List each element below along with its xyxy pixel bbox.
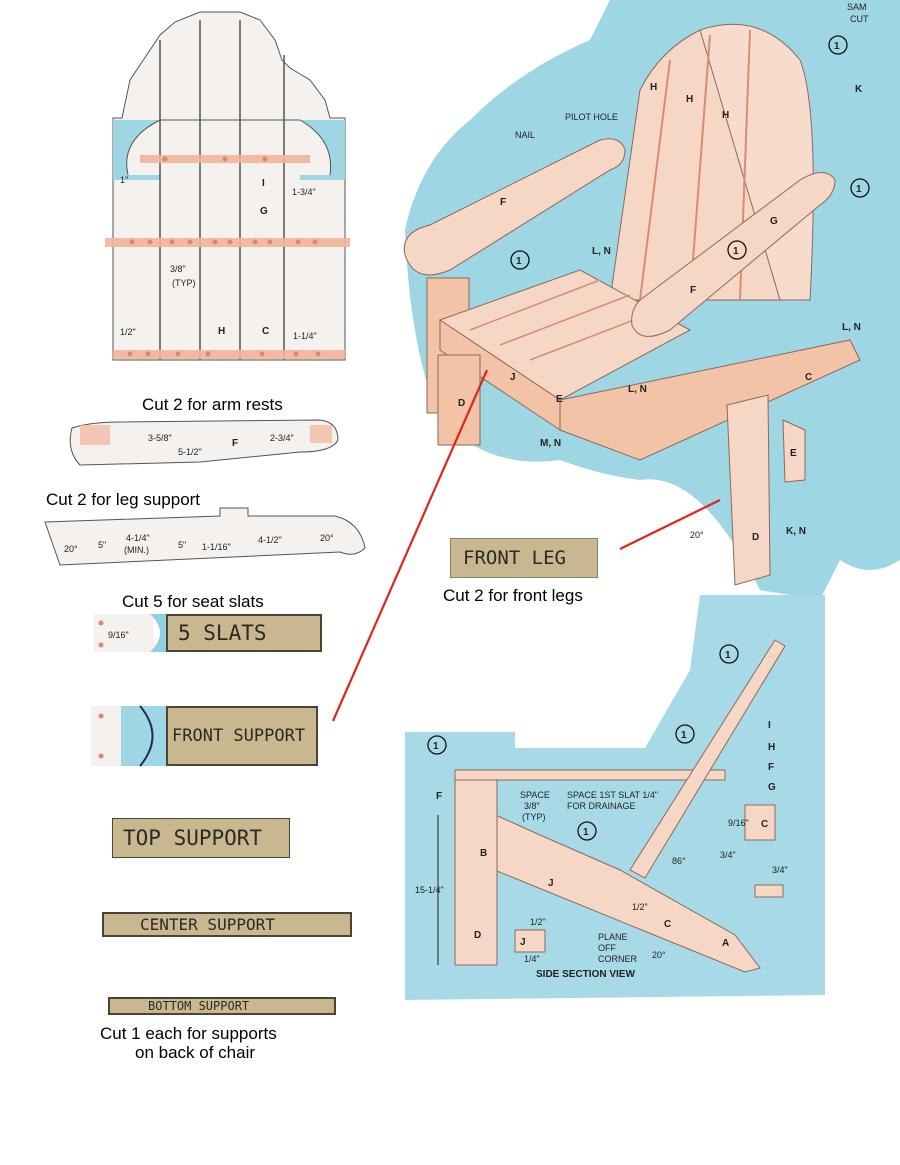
dim-side-3-4b: 3/4" [772, 865, 788, 875]
note-drainage: FOR DRAINAGE [567, 801, 636, 811]
caption-seat-slats: Cut 5 for seat slats [122, 592, 264, 611]
svg-text:1: 1 [733, 246, 739, 257]
caption-front-legs: Cut 2 for front legs [443, 586, 583, 605]
svg-text:1: 1 [725, 650, 731, 661]
iso-letter-j: J [510, 372, 516, 383]
tag-center-support: CENTER SUPPORT [102, 912, 352, 937]
dim-side-20deg: 20° [652, 950, 666, 960]
svg-text:1: 1 [856, 184, 862, 195]
side-letter-c1: C [664, 919, 672, 930]
side-letter-i: I [768, 720, 771, 731]
slat-pattern [94, 614, 166, 652]
note-3-8: 3/8" [524, 801, 540, 811]
iso-letter-ln1: L, N [592, 246, 611, 257]
dim-typ: (TYP) [172, 278, 196, 288]
chair-isometric-view [404, 0, 900, 720]
note-corner: CORNER [598, 954, 638, 964]
dim-side-1-4: 1/4" [524, 954, 540, 964]
note-sam: SAM [847, 2, 867, 12]
back-pattern [105, 12, 350, 360]
iso-letter-h3: H [722, 110, 730, 121]
dim-1-3-4: 1-3/4" [292, 187, 316, 197]
arm-rest-pattern [70, 420, 338, 465]
tag-top-support: TOP SUPPORT [112, 818, 290, 858]
side-letter-h: H [768, 742, 776, 753]
side-section-view [405, 595, 825, 1000]
caption-supports-line1: Cut 1 each for supports [100, 1024, 277, 1043]
tag-slats: 5 SLATS [166, 614, 322, 652]
svg-text:1: 1 [433, 741, 439, 752]
leg-support-pattern [45, 508, 365, 565]
iso-angle-20: 20° [690, 530, 704, 540]
caption-supports-line2: on back of chair [135, 1043, 256, 1062]
dim-3-5-8: 3-5/8" [148, 433, 172, 443]
note-nail: NAIL [515, 130, 536, 140]
dim-1-1-4: 1-1/4" [293, 331, 317, 341]
svg-text:1: 1 [834, 41, 840, 52]
dim-5in-b: 5" [178, 540, 187, 550]
side-section-title: SIDE SECTION VIEW [536, 969, 635, 980]
svg-text:1: 1 [516, 256, 522, 267]
part-letter-i: I [262, 178, 265, 189]
side-letter-a: A [722, 938, 730, 949]
svg-text:1: 1 [583, 827, 589, 838]
side-letter-j1: J [548, 878, 554, 889]
iso-letter-d1: D [458, 398, 466, 409]
dim-1-2: 1/2" [120, 327, 136, 337]
dim-min: (MIN.) [124, 545, 149, 555]
note-space: SPACE [520, 790, 550, 800]
tag-front-support: FRONT SUPPORT [166, 706, 318, 766]
iso-letter-mn: M, N [540, 438, 562, 449]
part-letter-c: C [262, 326, 270, 337]
dim-4-1-4: 4-1/4" [126, 533, 150, 543]
note-typ: (TYP) [522, 812, 546, 822]
iso-letter-k: K [855, 84, 863, 95]
dim-side-1-2a: 1/2" [530, 917, 546, 927]
iso-letter-ln3: L, N [842, 322, 861, 333]
side-letter-j2: J [520, 937, 526, 948]
dim-side-9-16: 9/16" [728, 818, 749, 828]
caption-leg-support: Cut 2 for leg support [46, 490, 201, 509]
dim-1in: 1" [120, 175, 129, 185]
part-letter-g: G [260, 206, 268, 217]
note-cut: CUT [850, 14, 869, 24]
note-pilot-hole: PILOT HOLE [565, 112, 618, 122]
front-support-pattern [91, 706, 167, 766]
iso-letter-d2: D [752, 532, 760, 543]
dim-20deg-right: 20° [320, 533, 334, 543]
dim-15-1-4: 15-1/4" [415, 885, 444, 895]
iso-letter-h1: H [650, 82, 658, 93]
iso-letter-e1: E [556, 394, 563, 405]
side-letter-f1: F [768, 762, 775, 773]
caption-arm-rests: Cut 2 for arm rests [142, 395, 283, 414]
dim-5in-a: 5" [98, 540, 107, 550]
dim-5-1-2: 5-1/2" [178, 447, 202, 457]
pointer-front-leg [620, 500, 720, 549]
dim-side-86deg: 86° [672, 856, 686, 866]
iso-letter-e2: E [790, 448, 797, 459]
iso-letter-f2: F [690, 285, 697, 296]
dim-3-8: 3/8" [170, 264, 186, 274]
dim-2-3-4: 2-3/4" [270, 433, 294, 443]
dim-side-1-2b: 1/2" [632, 902, 648, 912]
tag-bottom-support: BOTTOM SUPPORT [108, 997, 336, 1015]
note-space-first-slat: SPACE 1ST SLAT 1/4" [567, 790, 659, 800]
iso-letter-g: G [770, 216, 778, 227]
dim-side-3-4a: 3/4" [720, 850, 736, 860]
part-letter-f: F [232, 438, 239, 449]
dim-20deg-left: 20° [64, 544, 78, 554]
iso-letter-h2: H [686, 94, 694, 105]
dim-4-1-2: 4-1/2" [258, 535, 282, 545]
iso-letter-f1: F [500, 197, 507, 208]
dim-1-1-16: 1-1/16" [202, 542, 231, 552]
side-letter-f2: F [436, 791, 443, 802]
side-letter-d: D [474, 930, 482, 941]
iso-letter-ln2: L, N [628, 384, 647, 395]
dim-9-16: 9/16" [108, 630, 129, 640]
iso-letter-kn: K, N [786, 526, 806, 537]
side-letter-g: G [768, 782, 776, 793]
side-letter-b: B [480, 848, 488, 859]
note-plane: PLANE [598, 932, 628, 942]
tag-front-leg: FRONT LEG [450, 538, 598, 578]
part-letter-h: H [218, 326, 226, 337]
iso-letter-c: C [805, 372, 813, 383]
svg-text:1: 1 [681, 730, 687, 741]
side-letter-c2: C [761, 819, 769, 830]
note-off: OFF [598, 943, 616, 953]
